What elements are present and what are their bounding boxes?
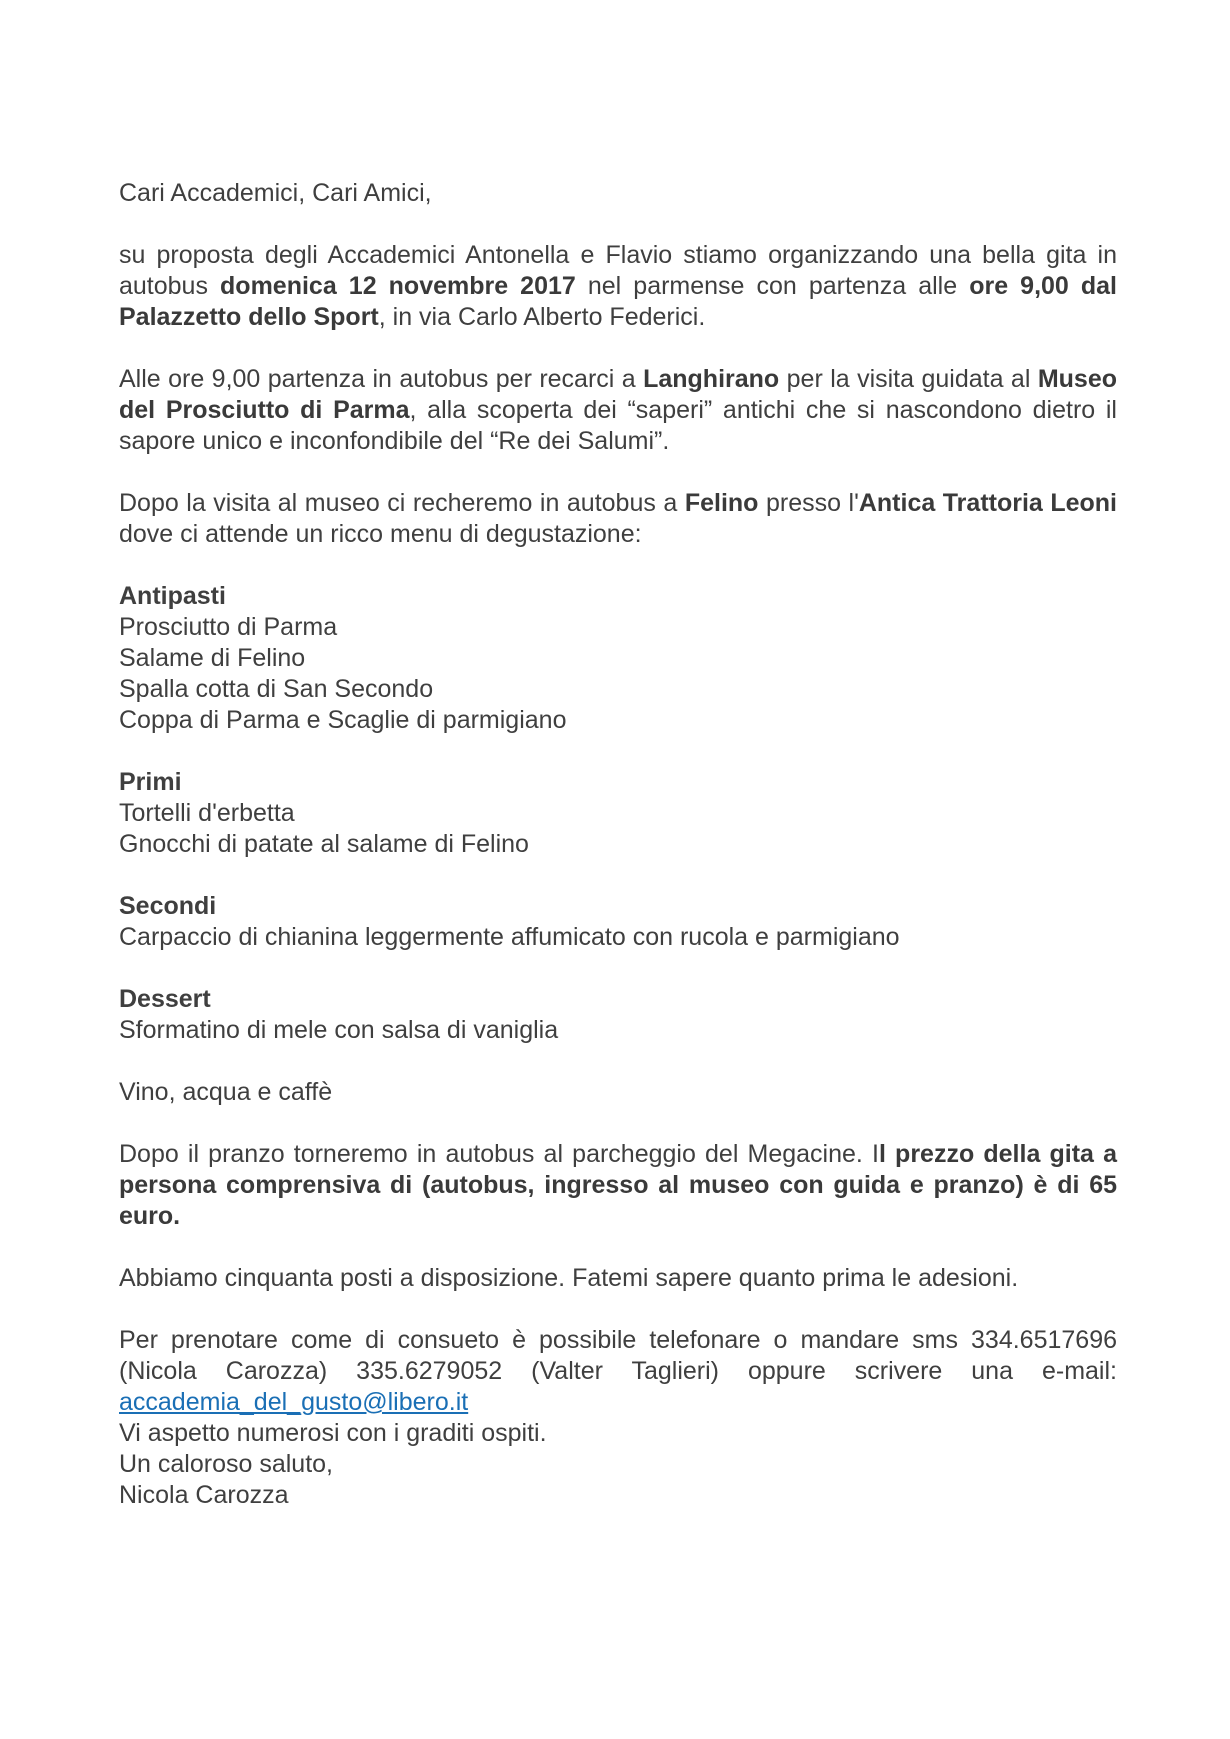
menu-antipasti xyxy=(119,581,1117,736)
lunch-text-3: dove ci attende un ricco menu di degustazione: xyxy=(119,520,642,548)
menu-item: Spalla cotta di San Secondo xyxy=(119,675,434,703)
menu-section-title: Dessert xyxy=(119,985,211,1013)
menu-section-title: Secondi xyxy=(119,892,217,920)
menu-section-title: Antipasti xyxy=(119,582,226,610)
lunch-paragraph xyxy=(119,488,1117,550)
intro-paragraph xyxy=(119,240,1117,333)
intro-text-2: nel parmense con partenza alle xyxy=(575,272,970,300)
museum-text-1: Alle ore 9,00 partenza in autobus per recarci a xyxy=(119,365,644,393)
menu-primi xyxy=(119,767,1117,860)
signature: Nicola Carozza xyxy=(119,1481,289,1509)
menu-drinks: Vino, acqua e caffè xyxy=(119,1078,333,1106)
menu-secondi xyxy=(119,891,1117,953)
langhirano: Langhirano xyxy=(643,365,780,393)
felino: Felino xyxy=(684,489,759,517)
price-info: l prezzo della gita a persona comprensiva di (autobus, ingresso al museo con guida e pranzo) è di 65 euro. xyxy=(119,1140,1117,1230)
menu-item: Tortelli d'erbetta xyxy=(119,799,295,827)
email-link[interactable]: accademia_del_gusto@libero.it xyxy=(119,1388,469,1416)
closing-line-2: Un caloroso saluto, xyxy=(119,1450,334,1478)
lunch-text-2: presso l' xyxy=(758,489,859,517)
menu-item: Gnocchi di patate al salame di Felino xyxy=(119,830,529,858)
intro-text-1: su proposta degli Accademici Antonella e Flavio stiamo organizzando una bella gita in autobus xyxy=(119,241,1117,300)
lunch-text-1: Dopo la visita al museo ci recheremo in autobus a xyxy=(119,489,685,517)
seats-paragraph: Abbiamo cinquanta posti a disposizione. Fatemi sapere quanto prima le adesioni. xyxy=(119,1264,1019,1292)
menu-item: Salame di Felino xyxy=(119,644,306,672)
trip-date: domenica 12 novembre 2017 xyxy=(220,272,576,300)
menu-dessert xyxy=(119,984,1117,1046)
price-text-1: Dopo il pranzo torneremo in autobus al parcheggio del Megacine. I xyxy=(119,1140,879,1168)
museum-text-3: , alla scoperta dei “saperi” antichi che si nascondono dietro il sapore unico e inconfondibile del “Re dei Salumi”. xyxy=(119,396,1117,455)
museum-name: Museo del Prosciutto di Parma xyxy=(119,365,1117,424)
price-paragraph xyxy=(119,1139,1117,1232)
closing-line-1: Vi aspetto numerosi con i graditi ospiti. xyxy=(119,1419,547,1447)
menu-item: Sformatino di mele con salsa di vaniglia xyxy=(119,1016,559,1044)
booking-paragraph xyxy=(119,1325,1117,1418)
departure-info: ore 9,00 dal Palazzetto dello Sport xyxy=(119,272,1117,331)
museum-paragraph xyxy=(119,364,1117,457)
museum-text-2: per la visita guidata al xyxy=(779,365,1038,393)
restaurant-name: Antica Trattoria Leoni xyxy=(858,489,1118,517)
intro-text-3: , in via Carlo Alberto Federici. xyxy=(378,303,706,331)
menu-item: Prosciutto di Parma xyxy=(119,613,338,641)
menu-item: Carpaccio di chianina leggermente affumicato con rucola e parmigiano xyxy=(119,923,900,951)
menu-item: Coppa di Parma e Scaglie di parmigiano xyxy=(119,706,567,734)
booking-text: Per prenotare come di consueto è possibile telefonare o mandare sms 334.6517696 (Nicola Carozza) 335.6279052 (Valter Taglieri) oppure scrivere una e-mail: xyxy=(119,1326,1117,1385)
letter xyxy=(119,178,1117,1511)
greeting: Cari Accademici, Cari Amici, xyxy=(119,179,432,207)
menu-section-title: Primi xyxy=(119,768,182,796)
